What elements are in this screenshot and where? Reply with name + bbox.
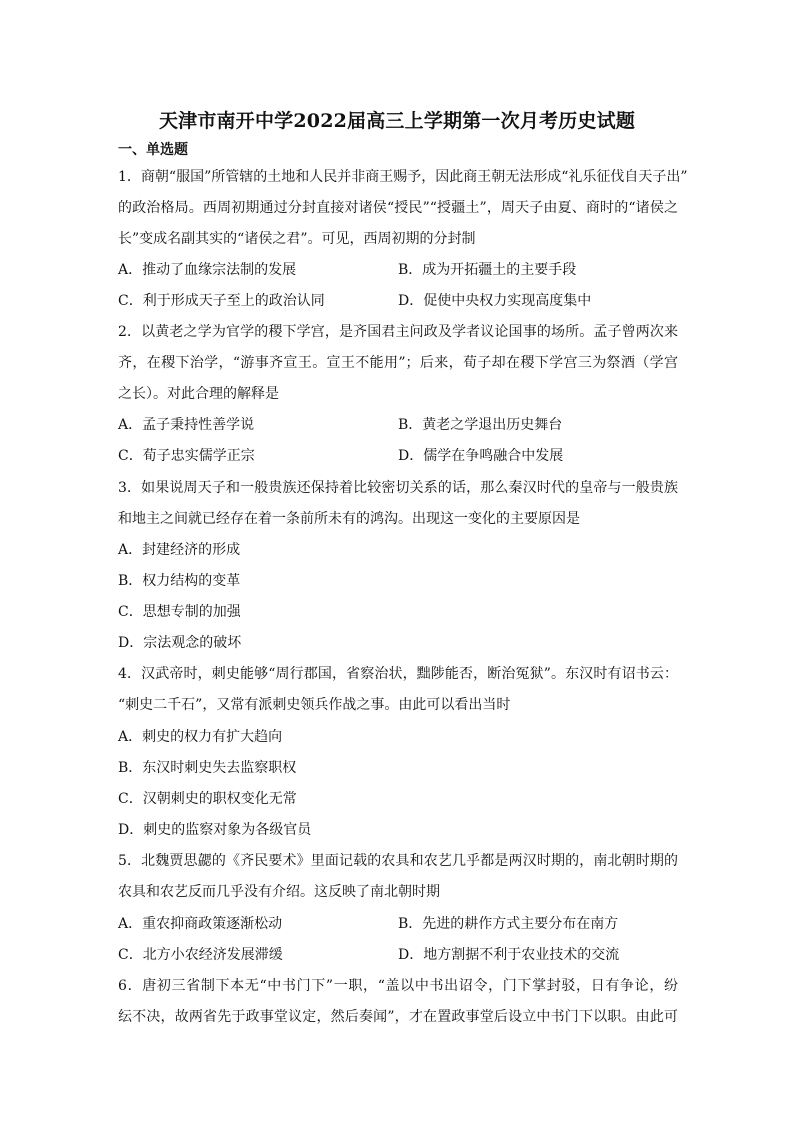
section-heading: 一、单选题 bbox=[118, 142, 188, 158]
question-5-option-c: C．北方小农经济发展滞缓 bbox=[118, 947, 283, 963]
question-1-line-1: 1．商朝“服国”所管辖的土地和人民并非商王赐予，因此商王朝无法形成“礼乐征伐自天子出” bbox=[118, 169, 688, 185]
question-6-line-1: 6．唐初三省制下本无“中书门下”一职，“盖以中书出诏令，门下掌封驳，日有争论，纷 bbox=[118, 978, 678, 994]
question-1-option-c: C．利于形成天子至上的政治认同 bbox=[118, 293, 325, 309]
question-1-line-3: 长”变成名副其实的“诸侯之君”。可见，西周初期的分封制 bbox=[118, 231, 476, 247]
question-4-line-2: “刺史二千石”，又常有派刺史领兵作战之事。由此可以看出当时 bbox=[118, 697, 511, 713]
question-1-option-b: B．成为开拓疆土的主要手段 bbox=[398, 262, 577, 278]
question-5-line-2: 农具和农艺反而几乎没有介绍。这反映了南北朝时期 bbox=[118, 884, 440, 900]
question-5-option-b: B．先进的耕作方式主要分布在南方 bbox=[398, 916, 619, 932]
question-2-option-c: C．荀子忠实儒学正宗 bbox=[118, 448, 255, 464]
question-2-line-2: 齐，在稷下治学，“游事齐宣王。宣王不能用”；后来，荀子却在稷下学宫三为祭酒（学宫 bbox=[118, 355, 678, 371]
question-5-line-1: 5．北魏贾思勰的《齐民要术》里面记载的农具和农艺几乎都是两汉时期的，南北朝时期的 bbox=[118, 853, 678, 869]
question-2-line-3: 之长）。对此合理的解释是 bbox=[118, 386, 279, 402]
question-6-line-2: 纭不决，故两省先于政事堂议定，然后奏闻”，才在置政事堂后设立中书门下以职。由此可 bbox=[118, 1009, 678, 1025]
question-2-option-b: B．黄老之学退出历史舞台 bbox=[398, 417, 563, 433]
question-3-option-a: A．封建经济的形成 bbox=[118, 542, 241, 558]
question-4-line-1: 4．汉武帝时，刺史能够“周行郡国，省察治状，黜陟能否，断治冤狱”。东汉时有诏书云： bbox=[118, 666, 678, 682]
question-5-option-a: A．重农抑商政策逐渐松动 bbox=[118, 916, 283, 932]
question-3-line-1: 3．如果说周天子和一般贵族还保持着比较密切关系的话，那么秦汉时代的皇帝与一般贵族 bbox=[118, 480, 678, 496]
question-2-option-a: A．孟子秉持性善学说 bbox=[118, 417, 255, 433]
question-5-option-d: D．地方割据不利于农业技术的交流 bbox=[398, 947, 620, 963]
question-4-option-a: A．刺史的权力有扩大趋向 bbox=[118, 729, 283, 745]
question-3-option-d: D．宗法观念的破坏 bbox=[118, 635, 242, 651]
page-title: 天津市南开中学2022届高三上学期第一次月考历史试题 bbox=[158, 110, 636, 132]
question-4-option-d: D．刺史的监察对象为各级官员 bbox=[118, 822, 312, 838]
question-1-line-2: 的政治格局。西周初期通过分封直接对诸侯“授民”“授疆土”，周天子由夏、商时的“诸侯之 bbox=[118, 200, 678, 216]
question-4-option-b: B．东汉时刺史失去监察职权 bbox=[118, 760, 297, 776]
question-1-option-a: A．推动了血缘宗法制的发展 bbox=[118, 262, 297, 278]
question-2-option-d: D．儒学在争鸣融合中发展 bbox=[398, 448, 564, 464]
question-1-option-d: D．促使中央权力实现高度集中 bbox=[398, 293, 592, 309]
question-3-option-b: B．权力结构的变革 bbox=[118, 573, 241, 589]
question-3-line-2: 和地主之间就已经存在着一条前所未有的鸿沟。出现这一变化的主要原因是 bbox=[118, 511, 580, 527]
question-4-option-c: C．汉朝刺史的职权变化无常 bbox=[118, 791, 297, 807]
question-2-line-1: 2．以黄老之学为官学的稷下学宫，是齐国君主问政及学者议论国事的场所。孟子曾两次来 bbox=[118, 324, 678, 340]
question-3-option-c: C．思想专制的加强 bbox=[118, 604, 241, 620]
